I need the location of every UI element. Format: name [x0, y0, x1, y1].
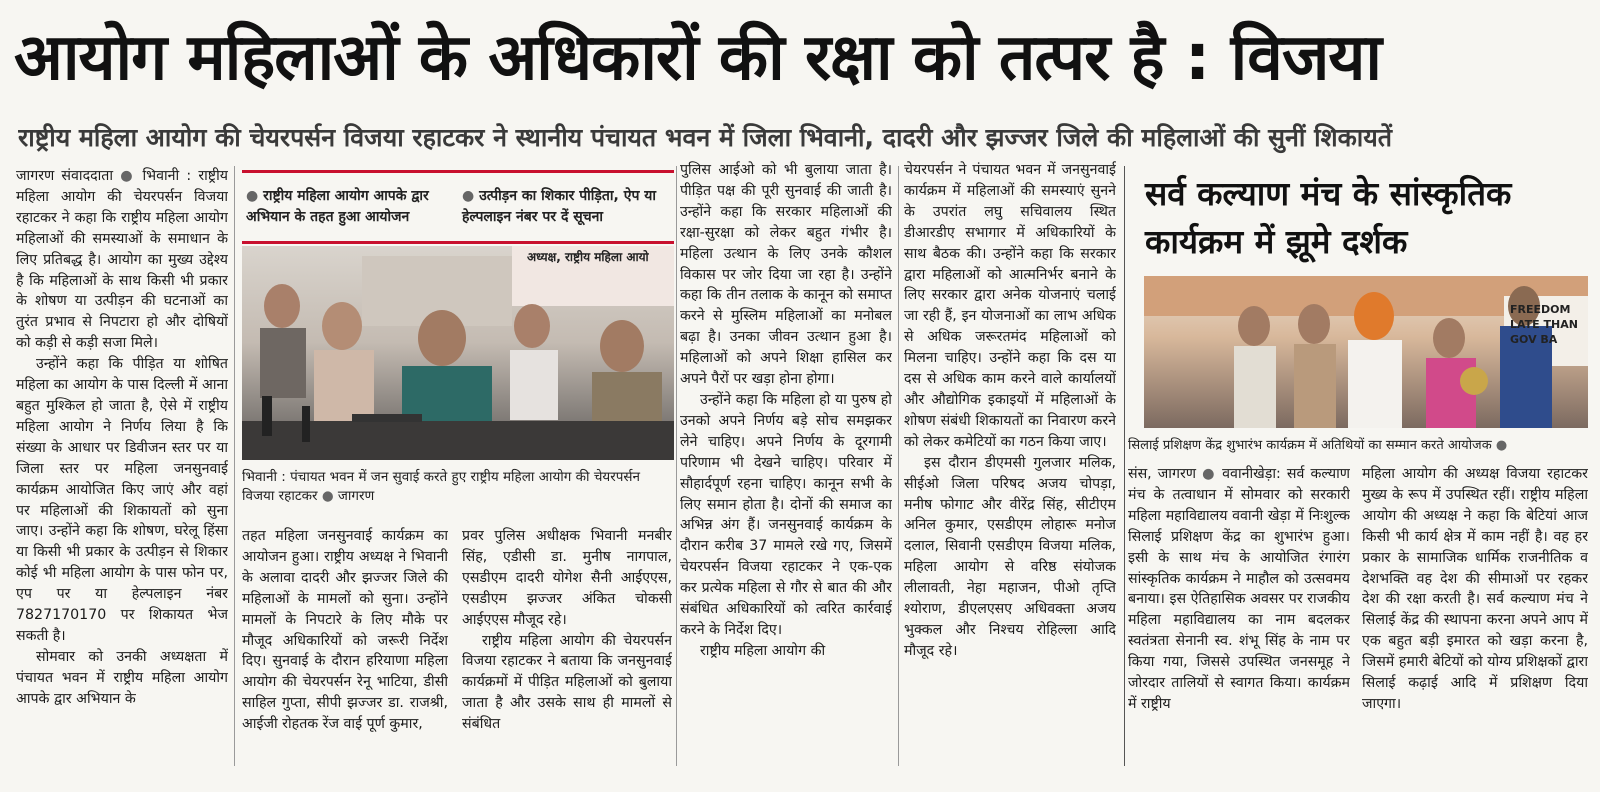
side-dateline: ववानीखेड़ा:: [1222, 466, 1281, 482]
subheadline: राष्ट्रीय महिला आयोग की चेयरपर्सन विजया रहाटकर ने स्थानीय पंचायत भवन में जिला भिवानी, दादरी और झज्जर जिले की महिलाओं की सुनीं शिकायतें: [18, 123, 1393, 152]
column-rule: [898, 166, 899, 766]
side-photo-sign: FREEDOM LATE THAN GOV BA: [1510, 303, 1578, 346]
byline: जागरण संवाददाता: [16, 168, 114, 184]
col3-para-2: राष्ट्रीय महिला आयोग की चेयरपर्सन विजया रहाटकर ने बताया कि जनसुनवाई कार्यक्रमों में पीड़ित महिलाओं को बुलाया जाता है और उसके साथ ही मामलों से संबंधित: [462, 632, 672, 733]
article-column-4: [680, 160, 892, 766]
article-column-5: [904, 160, 1116, 766]
col1-para-1: जागरण संवाददाता ● भिवानी : राष्ट्रीय महिला आयोग की चेयरपर्सन विजया रहाटकर ने कहा कि राष्ट्रीय महिला आयोग महिलाओं की समस्याओं के समाधान के लिए प्रतिबद्ध है। आयोग का मुख्य उद्देश्य है कि महिलाओं के साथ किसी भी प्रकार के शोषण या उत्पीड़न की घटनाओं का तुरंत प्रभाव से निपटारा हो और दोषियों को कड़ी से कड़ी सजा मिले।: [16, 168, 228, 352]
column-rule: [234, 166, 235, 766]
highlight-rule-bottom: [242, 241, 674, 244]
main-photo-illustration: [242, 246, 674, 460]
article-column-1: [16, 166, 228, 766]
side-story-title: सर्व कल्याण मंच के सांस्कृतिक कार्यक्रम में झूमे दर्शक: [1145, 174, 1512, 261]
side-byline: संस, जागरण: [1128, 466, 1197, 482]
headline: आयोग महिलाओं के अधिकारों की रक्षा को तत्पर है : विजया: [14, 21, 1382, 95]
article-column-2: तहत महिला जनसुनवाई कार्यक्रम का आयोजन हुआ। राष्ट्रीय अध्यक्ष ने भिवानी के अलावा दादरी और झज्जर जिले की महिलाओं के मामलों को सुना। उन्होंने मामलों के निपटारे के लिए मौके पर मौजूद अधिकारियों को जरूरी निर्देश दिए। सुनवाई के दौरान हरियाणा महिला आयोग की चेयरपर्सन रेनू भाटिया, डीसी साहिल गुप्ता, सीपी झज्जर डा. राजश्री, आईजी रोहतक रेंज वाई पूर्ण कुमार,: [242, 528, 448, 733]
col5-para-1: चेयरपर्सन ने पंचायत भवन में जनसुनवाई कार्यक्रम में महिलाओं की समस्याएं सुनने के उपरांत लघु सचिवालय स्थित डीआरडीए सभागार में अधिकारियों के साथ बैठक की। उन्होंने कहा कि सरकार द्वारा महिलाओं को आत्मनिर्भर बनाने के लिए सरकार द्वारा अनेक योजनाएं चलाई जा रही हैं, इन योजनाओं का लाभ अधिक से अधिक जरूरतमंद महिलाओं को मिलना चाहिए। उन्होंने कहा कि दस या दस से अधिक काम करने वाले कार्यालयों और औद्योगिक इकाइयों में महिलाओं के शोषण संबंधी शिकायतों का निवारण करने को लेकर कमेटियों का गठन किया जाए।: [904, 162, 1116, 450]
side-photo-illustration: [1144, 276, 1588, 428]
side-photo-caption: सिलाई प्रशिक्षण केंद्र शुभारंभ कार्यक्रम में अतिथियों का सम्मान करते आयोजक ●: [1128, 438, 1508, 453]
col4-para-2: उन्होंने कहा कि महिला हो या पुरुष हो उनको अपने निर्णय बड़े सोच समझकर लेने चाहिए। अपने निर्णय के दूरगामी परिणाम भी देखने चाहिए। परिवार में सौहार्दपूर्ण रहना चाहिए। कानून सभी के लिए समान होता है। दोनों की समाज का अभिन्न अंग हैं। जनसुनवाई कार्यक्रम के दौरान करीब 37 मामले रखे गए, जिसमें चेयरपर्सन विजया रहाटकर ने एक-एक कर प्रत्येक महिला से गौर से बात की और संबंधित अधिकारियों को त्वरित कार्रवाई करने के निर्देश दिए।: [680, 391, 892, 638]
photo-banner-text: अध्यक्ष, राष्ट्रीय महिला आयो: [527, 250, 649, 264]
side-story-column-2: महिला आयोग की अध्यक्ष विजया रहाटकर मुख्य के रूप में उपस्थित रहीं। राष्ट्रीय महिला आयोग की अध्यक्ष ने कहा कि बेटियां आज किसी भी कार्य क्षेत्र में काम नहीं है। वह हर प्रकार के सामाजिक धार्मिक राजनीतिक व देशभक्ति वह देश की सीमाओं पर रहकर देश की रक्षा करती है। सर्व कल्याण मंच ने सिलाई केंद्र की स्थापना करना अपने आप में एक बहुत बड़ी इमारत को खड़ा करना है, जिसमें हमारी बेटियों को योग्य प्रशिक्षकों द्वारा सिलाई कढ़ाई आदि में प्रशिक्षण दिया जाएगा।: [1362, 466, 1588, 712]
col1-para-2: उन्होंने कहा कि पीड़ित या शोषित महिला का आयोग के पास दिल्ली में आना बहुत मुश्किल हो जाता है, ऐसे में राष्ट्रीय महिला आयोग ने निर्णय लिया है कि संख्या के आधार पर डिवीजन स्तर पर या जिला स्तर पर महिला जनसुनवाई कार्यक्रम आयोजित किए जाएं और वहां पर महिलाओं की शिकायतों को सुना जाए। उन्होंने कहा कि शोषण, घरेलू हिंसा या किसी भी प्रकार के उत्पीड़न से शिकार कोई भी महिला आयोग के पास फोन पर, एप पर या हेल्पलाइन नंबर 7827170170 पर शिकायत भेज सकती है।: [16, 356, 228, 644]
article-column-3: [462, 526, 672, 766]
side-story-column-1: संस, जागरण ● ववानीखेड़ा: सर्व कल्याण मंच के तत्वाधान में सोमवार को सरकारी महिला महाविद्यालय ववानी खेड़ा में निःशुल्क सिलाई प्रशिक्षण केंद्र का शुभारंभ हुआ। इसी के साथ मंच के आयोजित रंगारंग सांस्कृतिक कार्यक्रम ने माहौल को उत्सवमय बनाया। इस ऐतिहासिक अवसर पर राजकीय महिला महाविद्यालय का नाम बदलकर स्वतंत्रता सेनानी स्व. शंभू सिंह के नाम पर किया गया, जिससे उपस्थित जनसमूह ने जोरदार तालियों से स्वागत किया। कार्यक्रम में राष्ट्रीय: [1128, 466, 1350, 712]
main-photo: [242, 246, 674, 460]
main-photo-caption: भिवानी : पंचायत भवन में जन सुवाई करते हुए राष्ट्रीय महिला आयोग की चेयरपर्सन विजया रहाटकर ● जागरण: [242, 469, 641, 504]
photo-credit: जागरण: [337, 488, 375, 504]
side-story-photo: [1144, 276, 1588, 428]
column-rule: [676, 166, 677, 766]
col4-para-1: पुलिस आईओ को भी बुलाया जाता है। पीड़ित पक्ष की पूरी सुनवाई की जाती है। उन्होंने कहा कि सरकार महिलाओं की रक्षा-सुरक्षा को लेकर बहुत गंभीर है। महिला उत्थान के लिए उनके कौशल विकास पर जोर दिया जा रहा है। उन्होंने कहा कि तीन तलाक के कानून को समाप्त करने से मुस्लिम महिलाओं का मनोबल बढ़ा है। उनका जीवन उत्थान हुआ है। महिलाओं को अपने शिक्षा हासिल कर अपने पैरों पर खड़ा होना होगा।: [680, 162, 892, 388]
highlight-rule-top: [242, 170, 674, 173]
col3-para-1: प्रवर पुलिस अधीक्षक भिवानी मनबीर सिंह, एडीसी डा. मुनीष नागपाल, एसडीएम दादरी योगेश सैनी आईएएस, एसडीएम झज्जर अंकित चोकसी आईएएस मौजूद रहे।: [462, 528, 672, 628]
side-story-rule: [1124, 166, 1125, 766]
col5-para-2: इस दौरान डीएमसी गुलजार मलिक, सीईओ जिला परिषद अजय चोपड़ा, मनीष फोगाट और वीरेंद्र सिंह, सीटीएम अनिल कुमार, एसडीएम लोहारू मनोज दलाल, सिवानी एसडीएम विजया मलिक, महिला आयोग से वरिष्ठ संयोजक लीलावती, नेहा महाजन, पीओ तृप्ति श्योराण, डीएलएसए अधिवक्ता अजय भुक्कल और निश्चय रोहिल्ला आदि मौजूद रहे।: [904, 454, 1116, 659]
col1-para-3: सोमवार को उनकी अध्यक्षता में पंचायत भवन में राष्ट्रीय महिला आयोग आपके द्वार अभियान के: [16, 648, 228, 707]
highlight-2: ● उत्पीड़न का शिकार पीड़िता, ऐप या हेल्पलाइन नंबर पर दें सूचना: [462, 188, 657, 225]
dateline: भिवानी :: [142, 168, 192, 184]
highlight-1: ● राष्ट्रीय महिला आयोग आपके द्वार अभियान के तहत हुआ आयोजन: [246, 188, 429, 225]
col4-para-3: राष्ट्रीय महिला आयोग की: [700, 642, 826, 659]
